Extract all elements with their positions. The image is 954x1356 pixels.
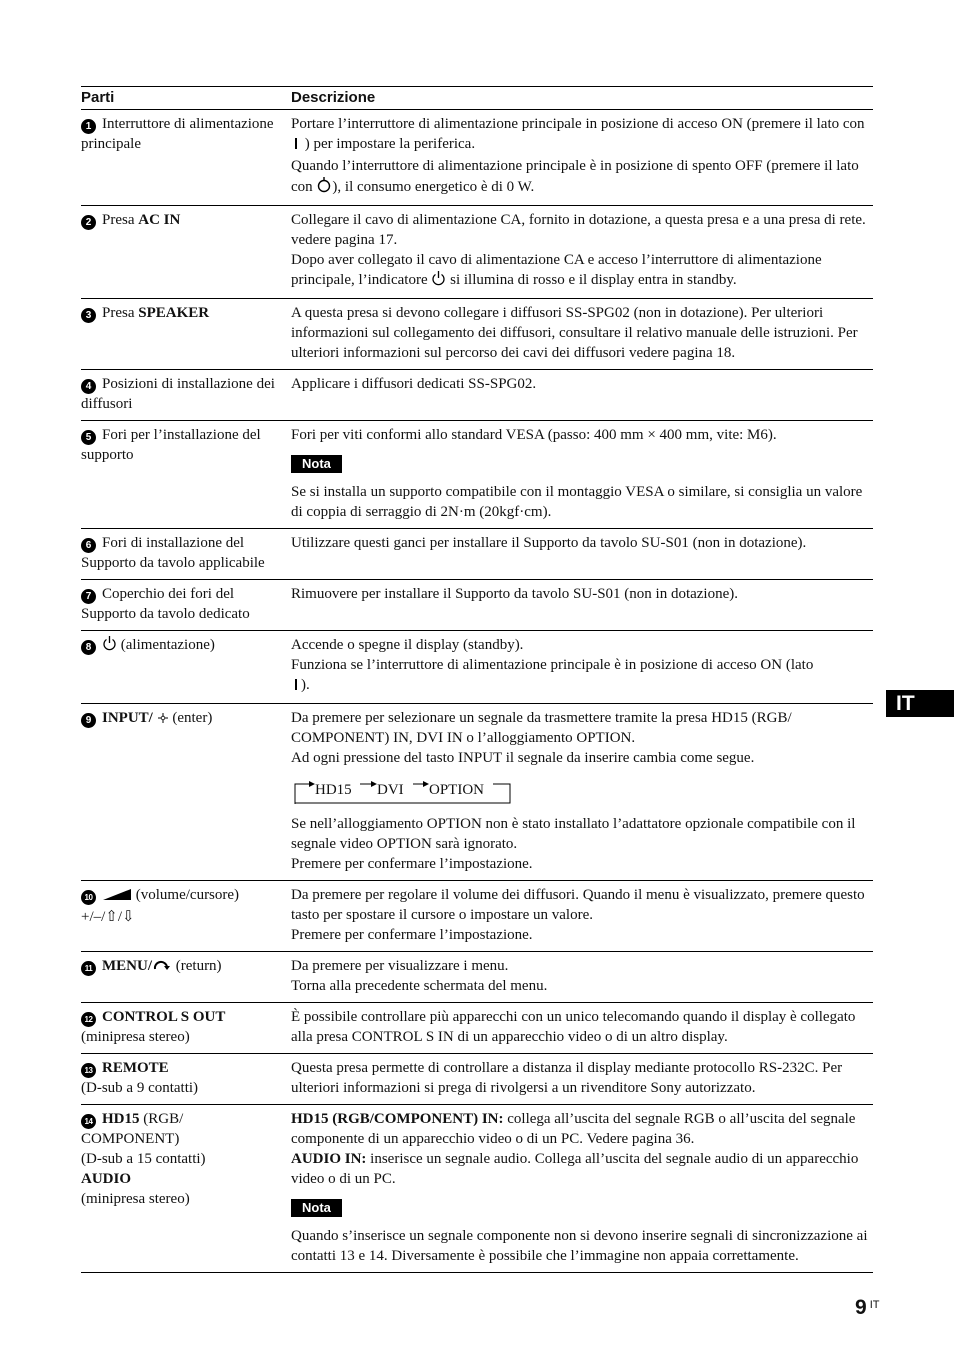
desc-text: Rimuovere per installare il Supporto da tavolo SU-S01 (non in dotazione).	[291, 586, 738, 602]
num-badge: 10	[81, 890, 96, 905]
num-badge: 7	[81, 589, 96, 604]
desc-bold: AUDIO IN:	[291, 1151, 367, 1167]
desc-text: Se nell’alloggiamento OPTION non è stato installato l’adattatore opzionale compatibile con il segnale video OPTION sarà ignorato.	[291, 816, 856, 852]
desc-text: Portare l’interruttore di alimentazione principale in posizione di acceso ON (premere il lato con	[291, 116, 865, 132]
parts-table	[81, 86, 873, 1273]
part-label: (minipresa stereo)	[81, 1029, 190, 1045]
num-badge: 4	[81, 379, 96, 394]
desc-text: È possibile controllare più apparecchi con un unico telecomando quando il display è collegato alla presa CONTROL S IN di un apparecchio video o di un altro display.	[291, 1009, 856, 1045]
off-circle-icon	[316, 176, 332, 199]
num-badge: 14	[81, 1114, 96, 1129]
table-row	[81, 528, 873, 579]
desc-text: Se si installa un supporto compatibile con il montaggio VESA o similare, si consiglia un valore di coppia di serraggio di 2N·m (20kgf·cm).	[291, 484, 863, 520]
desc-text: inserisce un segnale audio. Collega all’uscita del segnale audio di un apparecchio video o di un PC.	[291, 1151, 859, 1187]
table-row	[81, 1104, 873, 1272]
part-label: (RGB/	[143, 1111, 184, 1127]
table-row	[81, 630, 873, 703]
table-row	[81, 298, 873, 369]
num-badge: 9	[81, 713, 96, 728]
table-row	[81, 1002, 873, 1053]
desc-text: Premere per confermare l’impostazione.	[291, 856, 533, 872]
desc-text: Questa presa permette di controllare a distanza il display mediante protocollo RS-232C. Per ulteriori informazioni si prega di rivolgersi a un rivenditore Sony autorizzato.	[291, 1060, 843, 1096]
nota-badge: Nota	[291, 455, 342, 473]
power-icon	[102, 635, 117, 657]
num-badge: 8	[81, 640, 96, 655]
standby-icon	[431, 270, 446, 292]
desc-text: A questa presa si devono collegare i diffusori SS-SPG02 (non in dotazione). Per ulteriori informazioni sul collegamento dei diffusori, consultare il relativo manuale delle istruzioni. Per ulteriori informazioni sul percorso dei cavi dei diffusori vedere pagina 18.	[291, 305, 858, 361]
enter-icon	[157, 710, 169, 730]
part-label: (volume/cursore)	[135, 887, 240, 903]
part-label-bold: AUDIO	[81, 1171, 132, 1187]
table-row	[81, 703, 873, 880]
part-label: Presa	[102, 305, 135, 321]
page-number	[855, 1296, 879, 1320]
desc-text: Dopo aver collegato il cavo di alimentazione CA e acceso l’interruttore di alimentazione principale, l’indicatore	[291, 252, 822, 288]
on-bar-icon	[291, 136, 301, 156]
desc-text: Utilizzare questi ganci per installare il Supporto da tavolo SU-S01 (non in dotazione).	[291, 535, 807, 551]
part-label: (D-sub a 9 contatti)	[81, 1080, 199, 1096]
part-label-bold: REMOTE	[102, 1060, 169, 1076]
on-bar-icon	[291, 677, 301, 697]
part-label: Coperchio dei fori del Supporto da tavolo dedicato	[81, 586, 250, 622]
desc-text: ) per impostare la periferica.	[304, 136, 476, 152]
desc-text: Collegare il cavo di alimentazione CA, fornito in dotazione, a questa presa e a una presa di rete. vedere pagina 17.	[291, 212, 866, 248]
volume-wedge-icon	[102, 887, 132, 907]
desc-text: Ad ogni pressione del tasto INPUT il segnale da inserire cambia come segue.	[291, 750, 755, 766]
part-label: Interruttore di alimentazione principale	[81, 116, 274, 152]
num-badge: 13	[81, 1063, 96, 1078]
num-badge: 11	[81, 961, 96, 976]
nota-badge: Nota	[291, 1199, 342, 1217]
page-number-value: 9	[855, 1296, 867, 1319]
part-label: COMPONENT)	[81, 1131, 180, 1147]
part-label: (return)	[175, 958, 222, 974]
desc-text: Funziona se l’interruttore di alimentazione principale è in posizione di acceso ON (lato	[291, 657, 814, 673]
desc-text: si illumina di rosso e il display entra in standby.	[450, 272, 737, 288]
desc-text: Da premere per visualizzare i menu.	[291, 958, 509, 974]
num-badge: 2	[81, 215, 96, 230]
desc-text: Da premere per regolare il volume dei diffusori. Quando il menu è visualizzato, premere questo tasto per spostare il cursore o impostare un valore.	[291, 887, 865, 923]
part-label-bold: AC IN	[138, 212, 181, 228]
part-label-bold: INPUT/	[102, 710, 153, 726]
part-label-bold: CONTROL S OUT	[102, 1009, 226, 1025]
desc-text: collega all’uscita del segnale RGB o all’uscita del segnale componente di un apparecchio video o di un PC. Vedere pagina 36.	[291, 1111, 856, 1147]
part-label-bold: SPEAKER	[138, 305, 210, 321]
header-parti: Parti	[81, 89, 115, 106]
part-label: Fori per l’installazione del supporto	[81, 427, 261, 463]
num-badge: 3	[81, 308, 96, 323]
table-row	[81, 110, 873, 205]
num-badge: 5	[81, 430, 96, 445]
part-label-bold: HD15	[102, 1111, 140, 1127]
flow-dvi: DVI	[377, 782, 404, 798]
num-badge: 6	[81, 538, 96, 553]
part-label: (minipresa stereo)	[81, 1191, 190, 1207]
table-header	[81, 87, 873, 110]
desc-text: Da premere per selezionare un segnale da trasmettere tramite la presa HD15 (RGB/ COMPONENT) IN, DVI IN o l’alloggiamento OPTION.	[291, 710, 792, 746]
desc-text: ).	[301, 677, 310, 693]
part-label: (alimentazione)	[120, 637, 215, 653]
part-label: +/–/⇧/⇩	[81, 909, 135, 925]
language-tab: IT	[886, 690, 954, 717]
flow-hd15: HD15	[315, 782, 352, 798]
num-badge: 1	[81, 119, 96, 134]
desc-text: Fori per viti conformi allo standard VESA (passo: 400 mm × 400 mm, vite: M6).	[291, 427, 777, 443]
part-label-bold: MENU/	[102, 958, 152, 974]
desc-text: Quando s’inserisce un segnale componente non si devono inserire segnali di sincronizzazione ai contatti 13 e 14. Diversamente è possibile che l’immagine non appaia correttamente.	[291, 1228, 868, 1264]
part-label: Posizioni di installazione dei diffusori	[81, 376, 275, 412]
table-row	[81, 205, 873, 298]
part-label: Presa	[102, 212, 135, 228]
part-label: (D-sub a 15 contatti)	[81, 1151, 206, 1167]
table-row	[81, 579, 873, 630]
desc-text: Accende o spegne il display (standby).	[291, 637, 524, 653]
table-row	[81, 951, 873, 1002]
part-label: Fori di installazione del Supporto da tavolo applicabile	[81, 535, 265, 571]
flow-option: OPTION	[429, 782, 484, 798]
part-label: (enter)	[172, 710, 213, 726]
num-badge: 12	[81, 1012, 96, 1027]
desc-bold: HD15 (RGB/COMPONENT) IN:	[291, 1111, 504, 1127]
desc-text: ), il consumo energetico è di 0 W.	[332, 179, 535, 195]
desc-text: Applicare i diffusori dedicati SS-SPG02.	[291, 376, 537, 392]
desc-text: Quando l’interruttore di alimentazione principale è in posizione di spento OFF (premere il lato con	[291, 158, 859, 195]
table-row	[81, 1053, 873, 1104]
table-row	[81, 369, 873, 420]
page-number-suffix: IT	[869, 1299, 880, 1311]
table-row	[81, 420, 873, 528]
return-icon	[152, 958, 172, 978]
desc-text: Torna alla precedente schermata del menu.	[291, 978, 548, 994]
header-descrizione: Descrizione	[291, 89, 376, 106]
desc-text: Premere per confermare l’impostazione.	[291, 927, 533, 943]
table-row	[81, 880, 873, 951]
input-cycle-diagram	[293, 778, 513, 804]
